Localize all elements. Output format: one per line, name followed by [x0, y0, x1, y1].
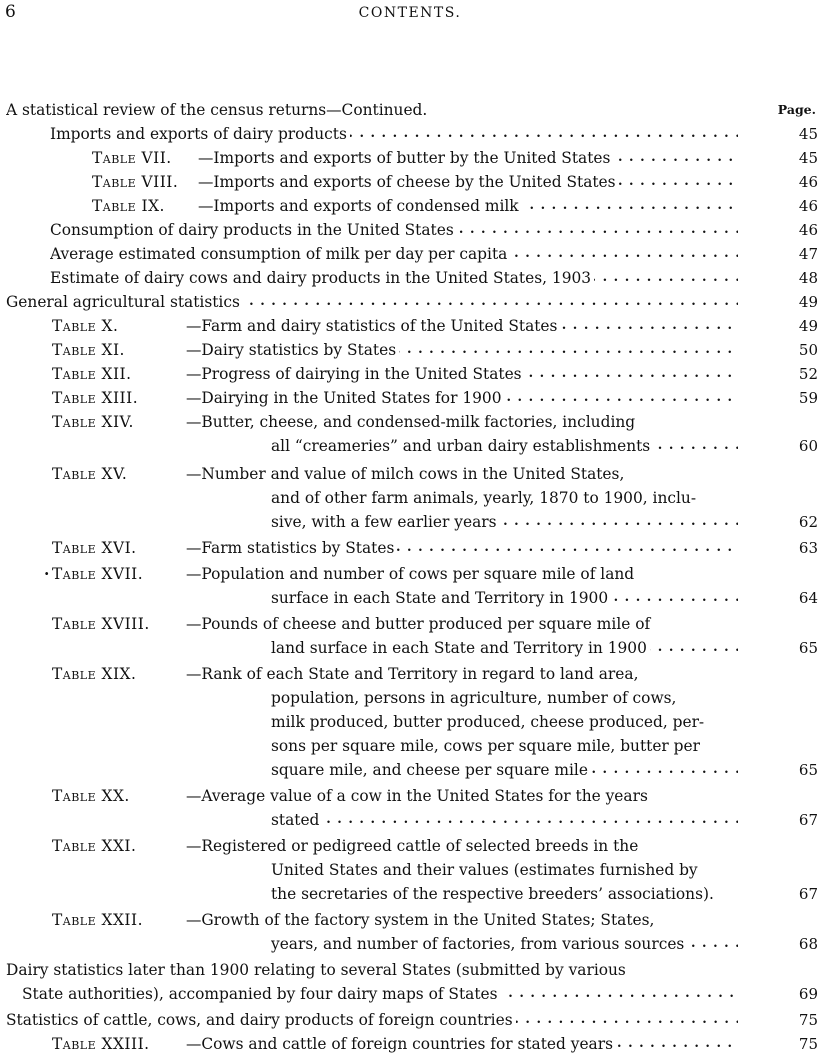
toc-entry: . . . Statistics of cattle, cows, and dairy products of foreign countries 75	[0, 1008, 820, 1032]
table-label: Table XX.	[52, 787, 130, 805]
toc-entry-continuation: the secretaries of the respective breeders’ associations). 67	[0, 882, 820, 906]
toc-entry-continuation: . . . years, and number of factories, from various sources 68	[0, 932, 820, 956]
table-label: Table XIV.	[52, 413, 134, 431]
toc-entry: Table XVIII. —Pounds of cheese and butter produced per square mile of	[0, 612, 820, 636]
table-label: Table XIII.	[52, 389, 139, 407]
toc-page-ref: 69	[798, 985, 818, 1003]
table-label: Table XII.	[52, 365, 132, 383]
toc-entry: Table XVI. . . . —Farm statistics by States 63	[0, 536, 820, 560]
toc-page-ref: 64	[798, 589, 818, 607]
toc-entry-continuation: . . . square mile, and cheese per square mile 65	[0, 758, 820, 782]
toc-entry: . . . Estimate of dairy cows and dairy products in the United States, 1903 48	[0, 266, 820, 290]
table-label: Table X.	[52, 317, 119, 335]
toc-entry: Table X. . . . —Farm and dairy statistics of the United States 49	[0, 314, 820, 338]
toc-page-ref: 49	[798, 293, 818, 311]
page-column-header: Page.	[777, 102, 816, 117]
toc-page-ref: 75	[798, 1035, 818, 1053]
table-label: Table XXI.	[52, 837, 137, 855]
table-label: Table XI.	[52, 341, 125, 359]
toc-entry: Table XXI. —Registered or pedigreed cattle of selected breeds in the	[0, 834, 820, 858]
toc-page-ref: 63	[798, 539, 818, 557]
toc-page-ref: 75	[798, 1011, 818, 1029]
stray-mark: ·	[44, 565, 50, 583]
toc-entry: . . . General agricultural statistics 49	[0, 290, 820, 314]
toc-entry: · Table XVII. —Population and number of cows per square mile of land	[0, 562, 820, 586]
toc-entry: Table XXIII. . . . —Cows and cattle of foreign countries for stated years 75	[0, 1032, 820, 1056]
toc-page-ref: 47	[798, 245, 818, 263]
toc-page-ref: 45	[798, 149, 818, 167]
page-title: CONTENTS.	[358, 5, 462, 21]
toc-entry: Dairy statistics later than 1900 relating to several States (submitted by various	[0, 958, 820, 982]
table-label: Table XV.	[52, 465, 128, 483]
toc-entry: Table IX. . . . —Imports and exports of condensed milk 46	[0, 194, 820, 218]
toc-entry: Table VIII. . . . —Imports and exports of cheese by the United States 46	[0, 170, 820, 194]
toc-entry-continuation: . . . State authorities), accompanied by four dairy maps of States 69	[0, 982, 820, 1006]
table-label: Table XVII.	[52, 565, 144, 583]
page-number: 6	[5, 2, 16, 22]
toc-entry-continuation: . . . all “creameries” and urban dairy establishments 60	[0, 434, 820, 458]
toc-entry: Table XX. —Average value of a cow in the United States for the years	[0, 784, 820, 808]
toc-entry-continuation: United States and their values (estimates furnished by	[0, 858, 820, 882]
table-label: Table VII.	[92, 149, 172, 167]
toc-page-ref: 68	[798, 935, 818, 953]
toc-entry-continuation: . . . stated 67	[0, 808, 820, 832]
toc-page-ref: 60	[798, 437, 818, 455]
toc-entry: Table VII. . . . —Imports and exports of butter by the United States 45	[0, 146, 820, 170]
table-label: Table XXII.	[52, 911, 143, 929]
toc-page-ref: 50	[798, 341, 818, 359]
toc-page-ref: 45	[798, 125, 818, 143]
toc-page-ref: 49	[798, 317, 818, 335]
toc-page-ref: 65	[798, 639, 818, 657]
toc-entry: Table XV. —Number and value of milch cows in the United States,	[0, 462, 820, 486]
toc-entry-continuation: and of other farm animals, yearly, 1870 to 1900, inclu-	[0, 486, 820, 510]
toc-entry: Table XXII. —Growth of the factory system in the United States; States,	[0, 908, 820, 932]
toc-entry: . . . Imports and exports of dairy products 45	[0, 122, 820, 146]
toc-page-ref: 46	[798, 221, 818, 239]
toc-page-ref: 52	[798, 365, 818, 383]
toc-page-ref: 65	[798, 761, 818, 779]
toc-page-ref: 67	[798, 885, 818, 903]
toc-entry: Table XII. . . . —Progress of dairying in the United States 52	[0, 362, 820, 386]
toc-page-ref: 59	[798, 389, 818, 407]
toc-entry: Table XIX. —Rank of each State and Territory in regard to land area,	[0, 662, 820, 686]
toc-page-ref: 46	[798, 173, 818, 191]
table-label: Table XXIII.	[52, 1035, 150, 1053]
toc-page-ref: 46	[798, 197, 818, 215]
toc-page-ref: 48	[798, 269, 818, 287]
toc-entry: . . . Average estimated consumption of milk per day per capita 47	[0, 242, 820, 266]
toc-entry-continuation: sons per square mile, cows per square mile, butter per	[0, 734, 820, 758]
toc-page-ref: 67	[798, 811, 818, 829]
toc-entry-continuation: population, persons in agriculture, number of cows,	[0, 686, 820, 710]
toc-section-heading: A statistical review of the census returns—Continued.	[0, 98, 820, 122]
table-label: Table IX.	[92, 197, 165, 215]
table-label: Table XVI.	[52, 539, 137, 557]
toc-entry-continuation: . . . land surface in each State and Territory in 1900 65	[0, 636, 820, 660]
toc-entry: Table XIII. . . . —Dairying in the United States for 1900 59	[0, 386, 820, 410]
table-label: Table XVIII.	[52, 615, 150, 633]
toc-page-ref: 62	[798, 513, 818, 531]
table-label: Table VIII.	[92, 173, 179, 191]
toc-entry: Table XI. . . . —Dairy statistics by States 50	[0, 338, 820, 362]
toc-entry-continuation: . . . sive, with a few earlier years 62	[0, 510, 820, 534]
toc-entry: Table XIV. —Butter, cheese, and condensed-milk factories, including	[0, 410, 820, 434]
toc-entry-continuation: milk produced, butter produced, cheese produced, per-	[0, 710, 820, 734]
table-label: Table XIX.	[52, 665, 137, 683]
toc-entry: . . . Consumption of dairy products in the United States 46	[0, 218, 820, 242]
toc-entry-continuation: . . . surface in each State and Territory in 1900 64	[0, 586, 820, 610]
